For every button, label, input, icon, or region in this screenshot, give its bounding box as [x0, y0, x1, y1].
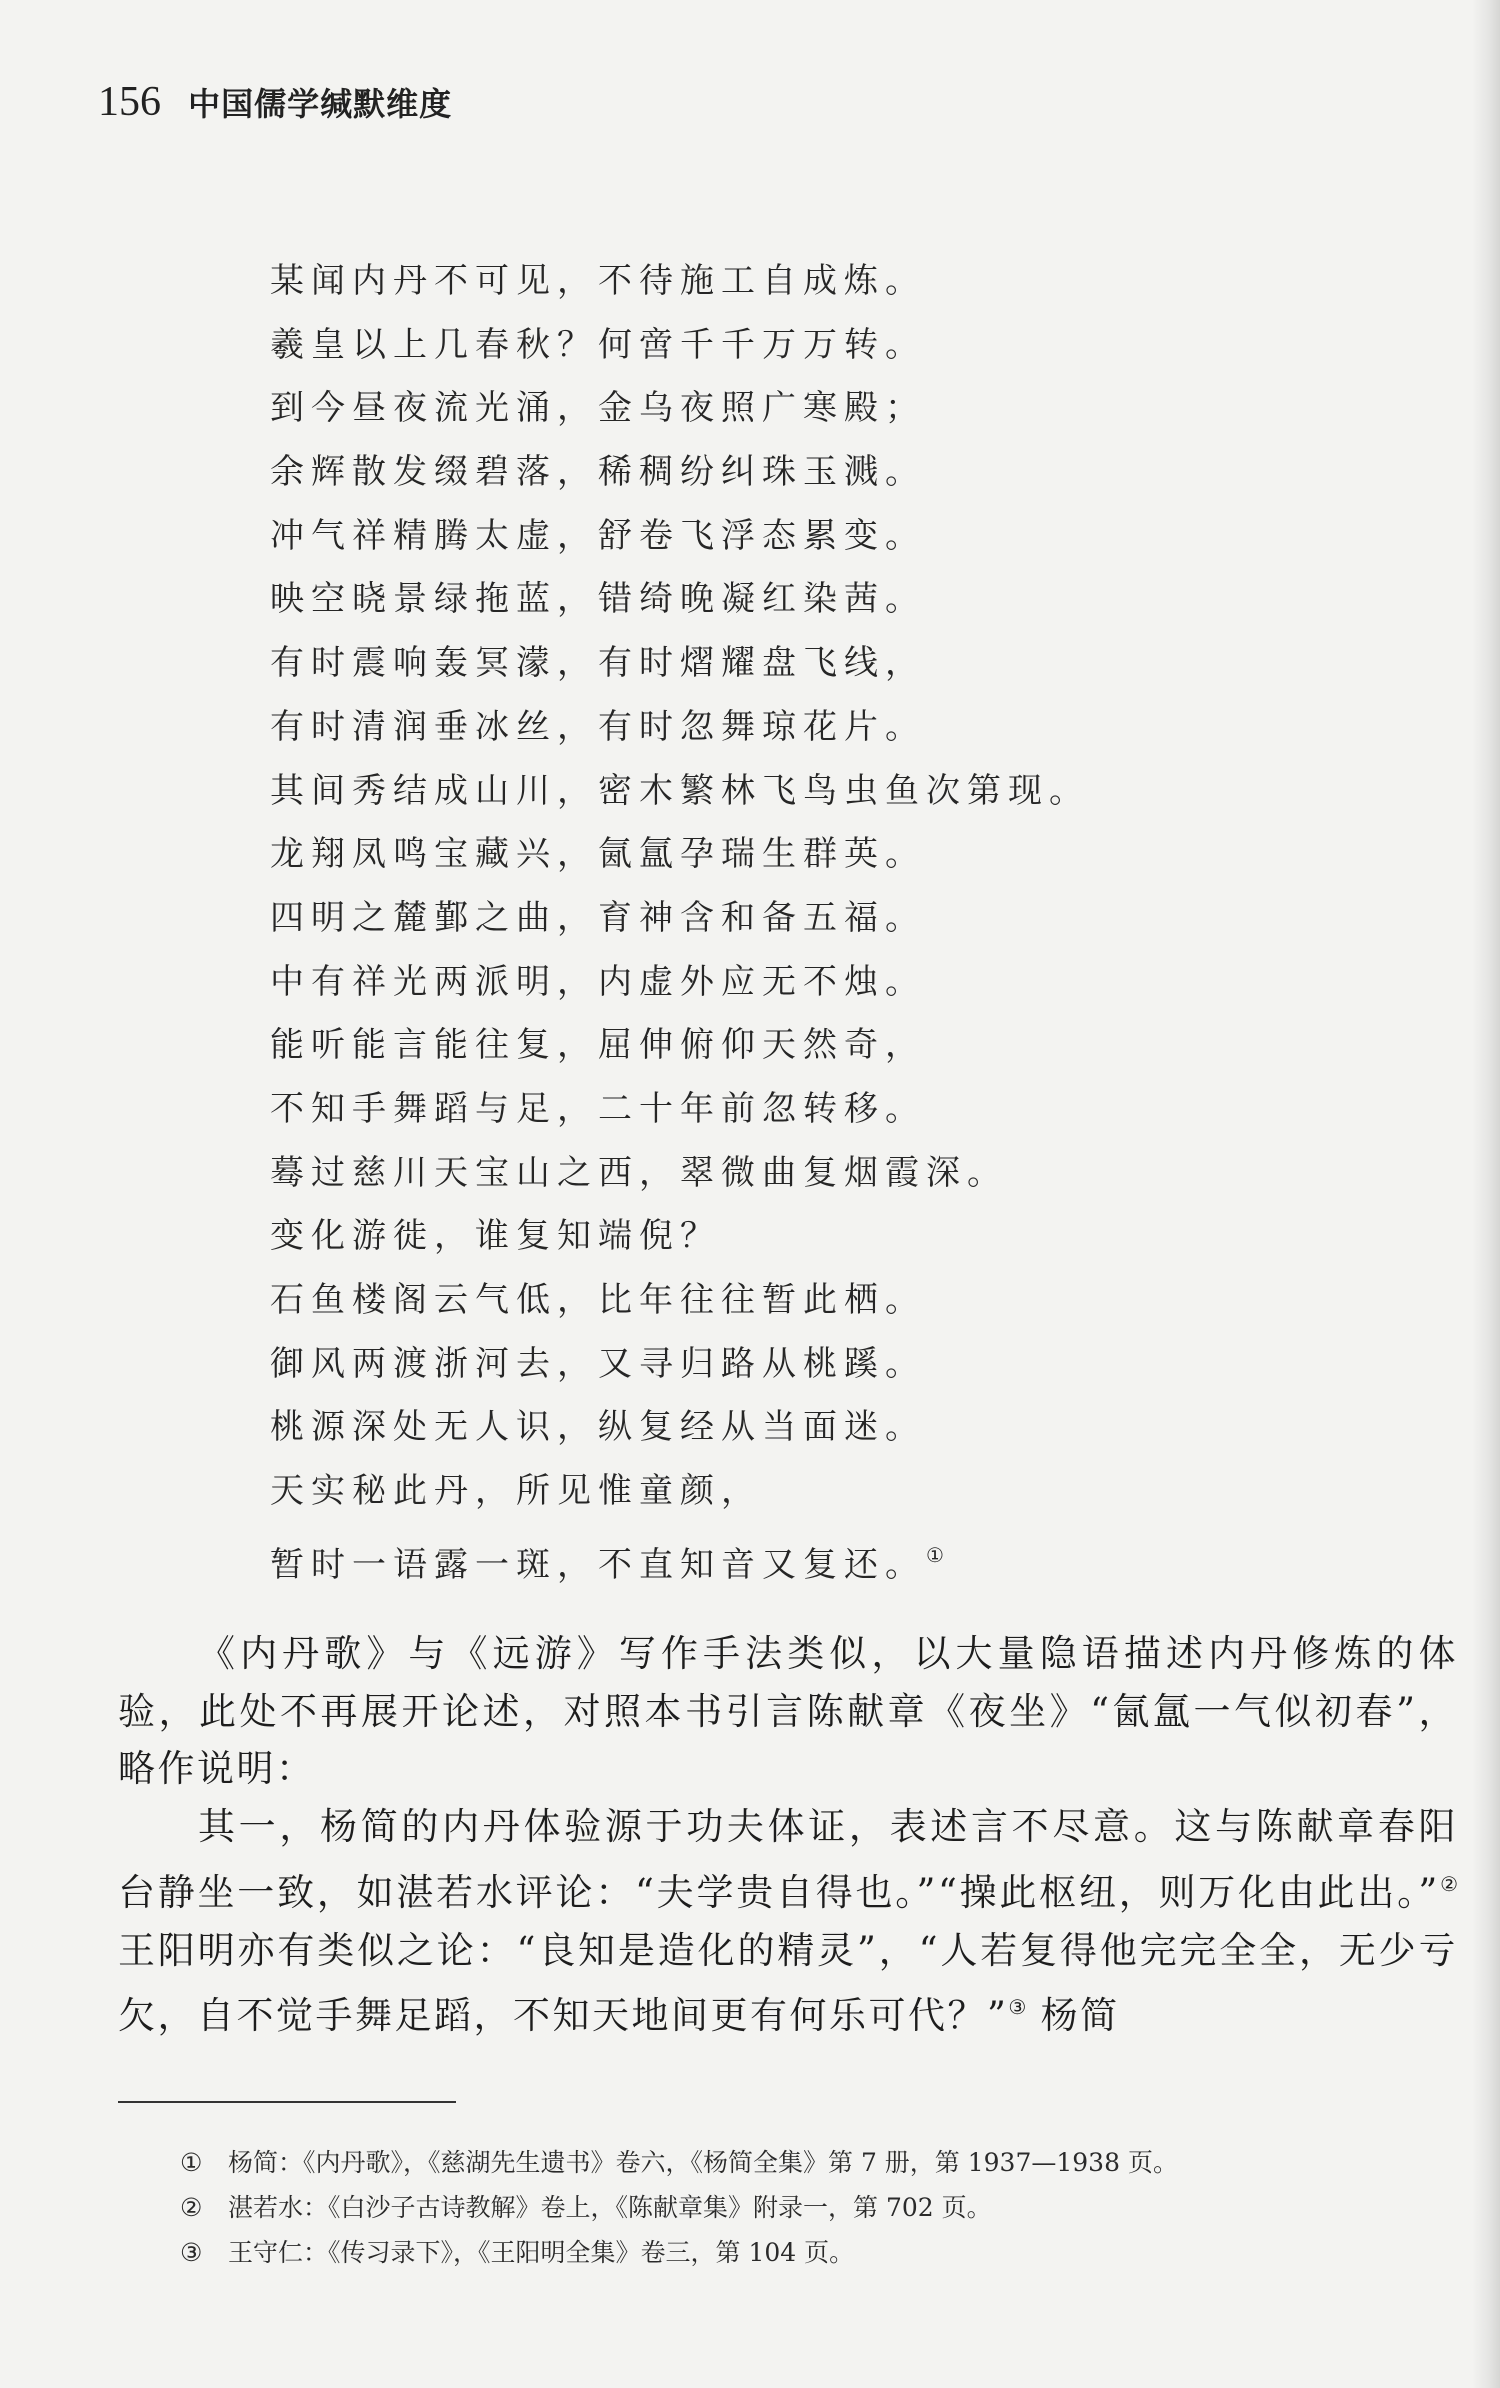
footnote-mark: ③: [180, 2238, 203, 2267]
page-number: 156: [98, 79, 161, 125]
running-header: [98, 78, 452, 138]
poem-line: 不知手舞蹈与足，二十年前忽转移。: [270, 1088, 926, 1129]
page-edge-shadow: [1472, 0, 1500, 2388]
poem-line: 有时震响轰冥濛，有时熠耀盘飞线，: [270, 643, 926, 684]
footnote-mark: ②: [180, 2193, 203, 2222]
poem-line: 某闻内丹不可见，不待施工自成炼。: [270, 261, 926, 301]
poem-line-last: [270, 1524, 1090, 1588]
footnote: [180, 2230, 1178, 2275]
footnotes: [180, 2140, 1178, 2275]
poem-line: 石鱼楼阁云气低，比年往往暂此栖。: [270, 1280, 926, 1320]
footnote-mark: ①: [180, 2148, 203, 2177]
poem-line: 龙翔凤鸣宝藏兴，氤氲孕瑞生群英。: [270, 834, 926, 875]
footnote-ref: ①: [926, 1542, 944, 1567]
paragraph-text: 王阳明亦有类似之论：“良知是造化的精灵”，“人若复得他完完全全，无少亏欠，自不觉手舞足蹈，不知天地间更有何乐可代？”: [118, 1928, 1458, 2038]
poem-line: 冲气祥精腾太虚，舒卷飞浮态累变。: [270, 515, 926, 556]
poem-line: 到今昼夜流光涌，金乌夜照广寒殿；: [270, 388, 926, 429]
footnote: [180, 2185, 1178, 2230]
body-text: [118, 1625, 1458, 2045]
footnote-ref: ②: [1439, 1871, 1458, 1896]
poem-line: 蓦过慈川天宝山之西，翠微曲复烟霞深。: [270, 1152, 1008, 1193]
poem-line: 四明之麓鄞之曲，育神含和备五福。: [270, 897, 926, 938]
poem-line: 变化游徙，谁复知端倪？: [270, 1216, 721, 1257]
footnote-text: 王守仁：《传习录下》，《王阳明全集》卷三，第 104 页。: [228, 2238, 855, 2267]
paragraph: 《内丹歌》与《远游》写作手法类似，以大量隐语描述内丹修炼的体验，此处不再展开论述，对照本书引言陈献章《夜坐》“氤氲一气似初春”，略作说明：: [118, 1632, 1458, 1791]
footnote: [180, 2140, 1178, 2185]
poem-line: 其间秀结成山川，密木繁林飞鸟虫鱼次第现。: [270, 770, 1090, 811]
poem-line: 余辉散发缀碧落，稀稠纷纠珠玉溅。: [270, 452, 926, 493]
poem-line: 羲皇以上几春秋？何啻千千万万转。: [270, 324, 926, 365]
poem-line: 能听能言能往复，屈伸俯仰天然奇，: [270, 1025, 926, 1066]
book-title: 中国儒学缄默维度: [188, 85, 453, 123]
footnote-divider: [118, 2101, 456, 2103]
footnote-ref: ③: [1008, 1995, 1027, 2020]
poem-line: 有时清润垂冰丝，有时忽舞琼花片。: [270, 706, 926, 747]
poem-line: 中有祥光两派明，内虚外应无不烛。: [270, 961, 926, 1002]
paragraph-text: 其一，杨简的内丹体验源于功夫体证，表述言不尽意。这与陈献章春阳台静坐一致，如湛若水评论：“夫学贵自得也。”“操此枢纽，则万化由此出。”: [118, 1805, 1458, 1914]
footnote-text: 杨简：《内丹歌》，《慈湖先生遗书》卷六，《杨简全集》第 7 册，第 1937—1938 页。: [228, 2148, 1178, 2177]
poem-block: [270, 250, 1090, 1587]
poem-line: 桃源深处无人识，纵复经从当面迷。: [270, 1407, 926, 1448]
poem-line: 映空晓景绿拖蓝，错绮晚凝红染茜。: [270, 579, 926, 620]
poem-line-text: 暂时一语露一斑，不直知音又复还。: [270, 1544, 926, 1585]
paragraph-text: 杨简: [1026, 1994, 1120, 2038]
paragraph: [118, 1798, 1458, 2045]
poem-line: 御风两渡浙河去，又寻归路从桃蹊。: [270, 1343, 926, 1384]
footnote-text: 湛若水：《白沙子古诗教解》卷上，《陈献章集》附录一，第 702 页。: [228, 2193, 992, 2222]
poem-line: 天实秘此丹，所见惟童颜，: [270, 1471, 762, 1512]
